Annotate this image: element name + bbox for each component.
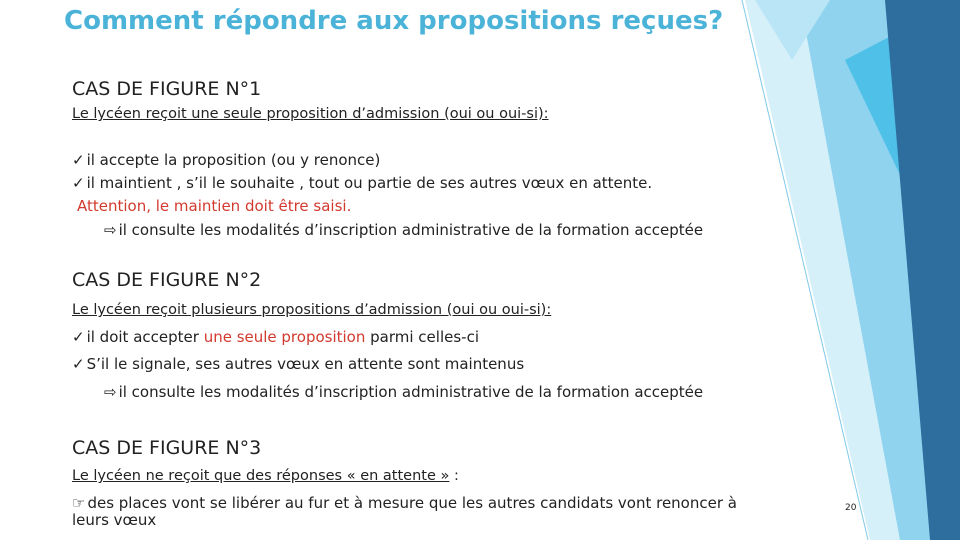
case2-item3 — [104, 383, 703, 401]
case3-subheading-tail: : — [449, 468, 459, 484]
case2-item1-pre: il doit accepter — [86, 328, 204, 346]
case3-item1-line1-text: des places vont se libérer au fur et à mesure que les autres candidats vont renoncer à — [87, 494, 737, 512]
case3-item1-line2: leurs vœux — [72, 511, 157, 529]
check-icon: ✓ — [72, 355, 85, 373]
case2-heading: CAS DE FIGURE N°2 — [72, 269, 262, 291]
case1-item2-text: il maintient , s’il le souhaite , tout ou partie de ses autres vœux en attente. — [86, 174, 653, 192]
case3-subheading: Le lycéen ne reçoit que des réponses « en attente » — [72, 468, 450, 484]
check-icon: ✓ — [72, 174, 85, 192]
slide-title: Comment répondre aux propositions reçues? — [64, 6, 724, 36]
case2-item2-text: S’il le signale, ses autres vœux en attente sont maintenus — [86, 355, 525, 373]
page-number: 20 — [845, 503, 857, 513]
case1-warning: Attention, le maintien doit être saisi. — [77, 197, 352, 215]
case1-item2 — [72, 174, 652, 192]
case1-subheading: Le lycéen reçoit une seule proposition d’admission (oui ou oui-si): — [72, 106, 549, 122]
case2-item1-highlight: une seule proposition — [203, 328, 366, 346]
case2-item1 — [72, 328, 479, 346]
arrow-right-icon: ⇨ — [104, 221, 117, 239]
case1-heading: CAS DE FIGURE N°1 — [72, 78, 262, 100]
case2-item2 — [72, 355, 524, 373]
case3-item1-line1 — [72, 494, 737, 512]
case2-item3-text: il consulte les modalités d’inscription administrative de la formation acceptée — [118, 383, 704, 401]
case3-heading: CAS DE FIGURE N°3 — [72, 437, 262, 459]
case3-subheading-line — [72, 468, 459, 484]
case1-item3 — [104, 221, 703, 239]
case2-subheading: Le lycéen reçoit plusieurs propositions d’admission (oui ou oui-si): — [72, 302, 552, 318]
case1-item1-text: il accepte la proposition (ou y renonce) — [86, 151, 381, 169]
check-icon: ✓ — [72, 328, 85, 346]
arrow-right-icon: ⇨ — [104, 383, 117, 401]
pointing-hand-icon: ☞ — [72, 494, 86, 512]
case2-item1-post: parmi celles-ci — [365, 328, 479, 346]
case1-item1 — [72, 151, 380, 169]
check-icon: ✓ — [72, 151, 85, 169]
case1-item3-text: il consulte les modalités d’inscription administrative de la formation acceptée — [118, 221, 704, 239]
